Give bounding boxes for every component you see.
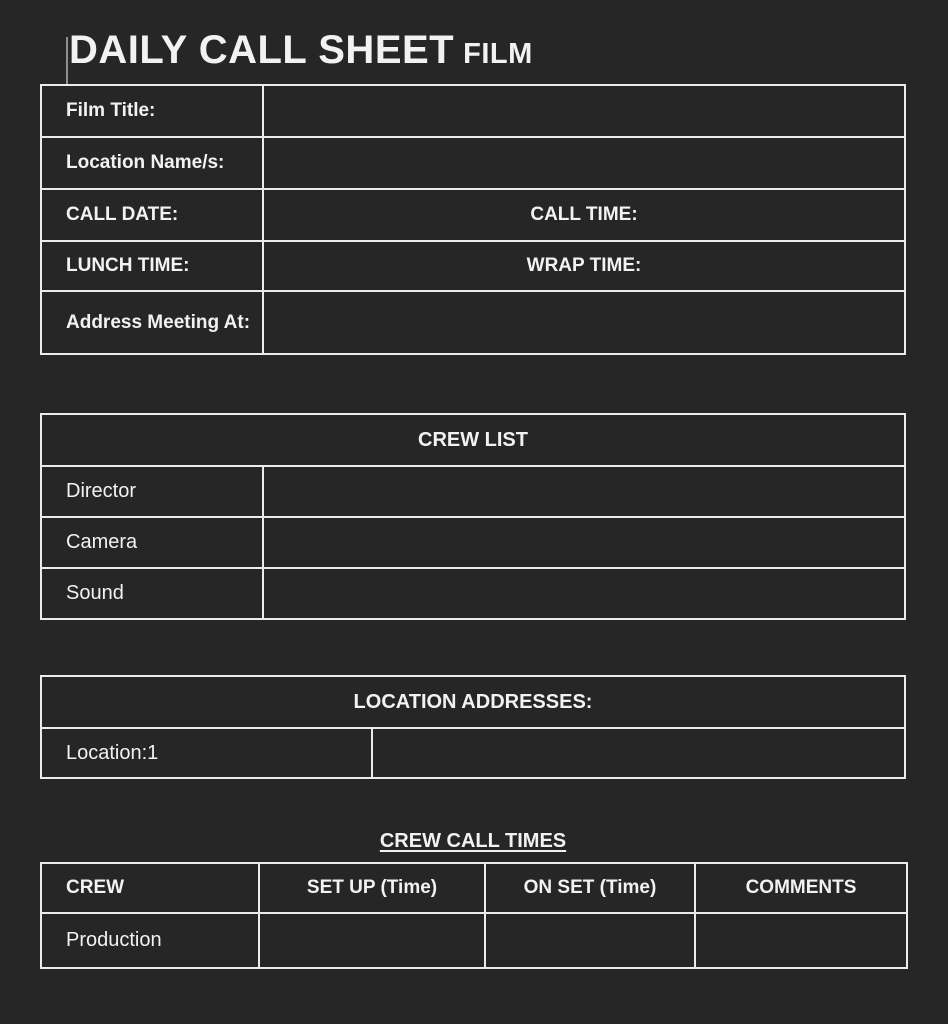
- call-date-row: [41, 189, 905, 241]
- wrap-time-label-cell[interactable]: [263, 241, 905, 291]
- call-date-label: CALL DATE:: [66, 204, 179, 225]
- sound-value-cell[interactable]: [263, 568, 905, 619]
- call-date-label-cell: [41, 189, 263, 241]
- director-label-cell: [41, 466, 263, 517]
- location-1-value-cell[interactable]: [372, 728, 905, 778]
- address-meeting-label-cell: [41, 291, 263, 354]
- crew-call-times-header-row: [41, 863, 907, 913]
- address-meeting-value-cell[interactable]: [263, 291, 905, 354]
- address-meeting-label: Address Meeting At:: [66, 311, 251, 333]
- production-label: Production: [66, 929, 162, 951]
- lunch-time-row: [41, 241, 905, 291]
- call-time-label-cell[interactable]: [263, 189, 905, 241]
- comments-column-header-cell: [695, 863, 907, 913]
- production-label-cell: [41, 913, 259, 968]
- location-addresses-header-row: [41, 676, 905, 728]
- camera-label: Camera: [66, 531, 138, 553]
- title-suffix: FILM: [463, 38, 533, 70]
- crew-list-table: [40, 413, 906, 620]
- film-title-label-cell: [41, 85, 263, 137]
- production-setup-cell[interactable]: [259, 913, 485, 968]
- production-row: [41, 913, 907, 968]
- location-1-label: Location:1: [66, 741, 159, 764]
- camera-label-cell: [41, 517, 263, 568]
- location-addresses-header-cell: [41, 676, 905, 728]
- location-addresses-header: LOCATION ADDRESSES:: [353, 690, 593, 713]
- crew-call-times-title: [40, 830, 906, 853]
- crew-list-header-row: [41, 414, 905, 466]
- film-title-value-cell[interactable]: [263, 85, 905, 137]
- location-addresses-table: [40, 675, 906, 779]
- crew-column-header: CREW: [66, 877, 125, 898]
- location-names-label-cell: [41, 137, 263, 189]
- title-main: DAILY CALL SHEET: [69, 28, 455, 72]
- crew-call-times-table: [40, 862, 908, 969]
- location-names-row: [41, 137, 905, 189]
- on-set-column-header-cell: [485, 863, 695, 913]
- call-time-label: CALL TIME:: [530, 204, 638, 225]
- address-meeting-row: [41, 291, 905, 354]
- sound-label-cell: [41, 568, 263, 619]
- location-names-label: Location Name/s:: [66, 152, 225, 173]
- director-row: [41, 466, 905, 517]
- camera-value-cell[interactable]: [263, 517, 905, 568]
- on-set-column-header: ON SET (Time): [523, 877, 657, 898]
- crew-call-times-title-text: CREW CALL TIMES: [379, 830, 567, 852]
- location-1-label-cell: [41, 728, 372, 778]
- production-onset-cell[interactable]: [485, 913, 695, 968]
- film-title-row: [41, 85, 905, 137]
- location-names-value-cell[interactable]: [263, 137, 905, 189]
- lunch-time-label-cell: [41, 241, 263, 291]
- wrap-time-label: WRAP TIME:: [526, 255, 642, 276]
- comments-column-header: COMMENTS: [745, 877, 857, 898]
- director-label: Director: [66, 480, 137, 502]
- crew-column-header-cell: [41, 863, 259, 913]
- document-title: [69, 28, 533, 73]
- film-title-label: Film Title:: [66, 100, 156, 121]
- sound-label: Sound: [66, 582, 124, 604]
- lunch-time-label: LUNCH TIME:: [66, 255, 190, 276]
- sound-row: [41, 568, 905, 619]
- location-1-row: [41, 728, 905, 778]
- production-info-table: [40, 84, 906, 355]
- set-up-column-header-cell: [259, 863, 485, 913]
- text-cursor: [66, 37, 68, 84]
- crew-list-header-cell: [41, 414, 905, 466]
- set-up-column-header: SET UP (Time): [306, 877, 438, 898]
- production-comments-cell[interactable]: [695, 913, 907, 968]
- director-value-cell[interactable]: [263, 466, 905, 517]
- camera-row: [41, 517, 905, 568]
- crew-list-header: CREW LIST: [418, 428, 528, 451]
